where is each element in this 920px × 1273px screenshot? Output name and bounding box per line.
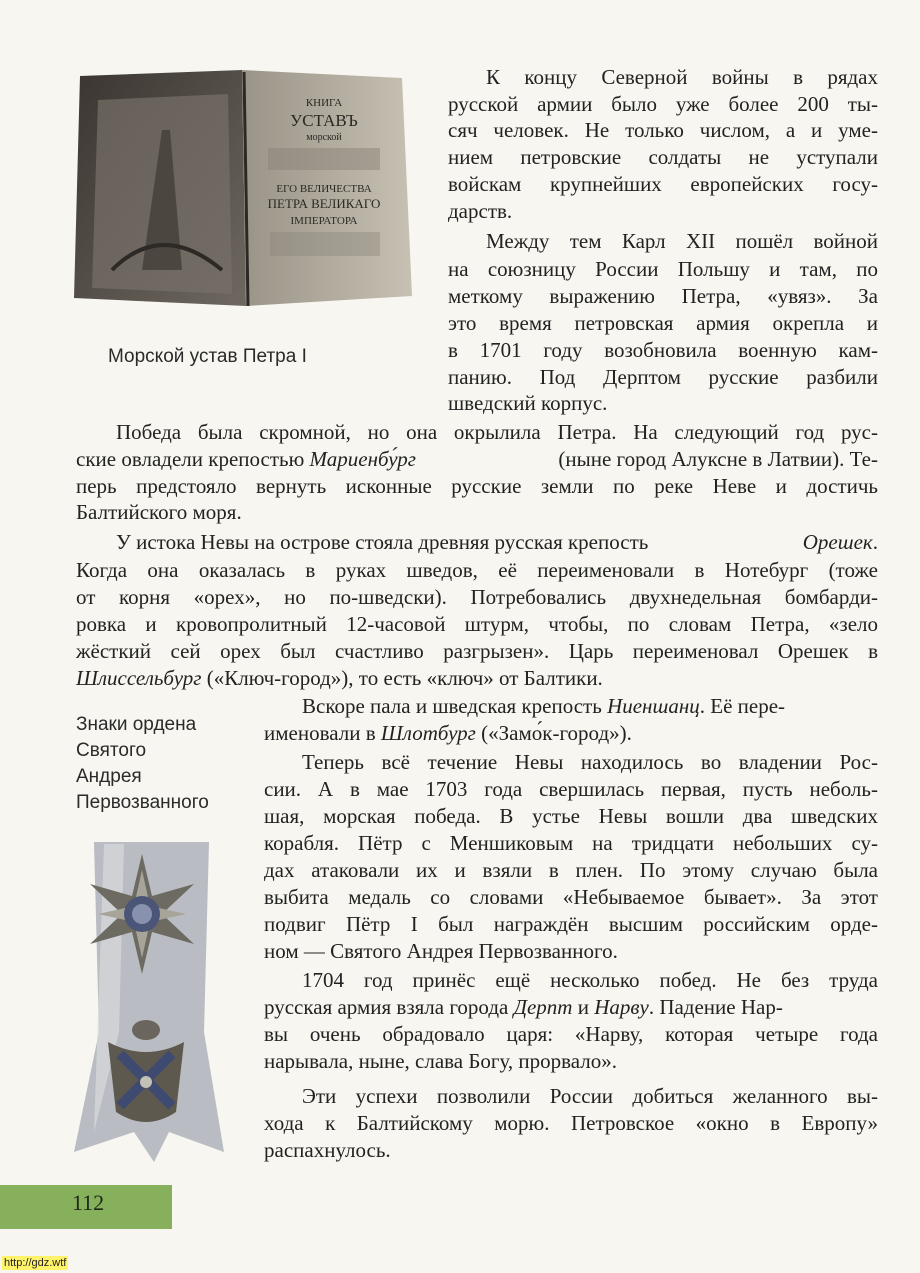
book-title-line: ЕГО ВЕЛИЧЕСТВА <box>276 183 372 195</box>
text-line: перь предстояло вернуть исконные русские земли по реке Неве и достичь <box>76 474 878 498</box>
text-line: нием петровские солдаты не уступали <box>448 145 878 169</box>
text-line <box>76 665 878 691</box>
text-line: ские овладели крепостью Мариенбу́рг (ныне город Алуксне в Латвии). Те- <box>76 447 878 471</box>
order-of-saint-andrew-photo <box>74 832 224 1162</box>
text-line: дах атаковали их и взяли в плен. По этому случаю была <box>264 858 878 882</box>
text-line: выбита медаль со словами «Небываемое бывает». За этот <box>264 885 878 909</box>
text-line: меткому выражению Петра, «увяз». За <box>448 284 878 308</box>
place-name: Шлиссельбург <box>76 666 202 690</box>
text-line: Вскоре пала и шведская крепость Ниеншанц. Её пере- <box>302 694 786 718</box>
book-title-line: КНИГА <box>305 97 343 109</box>
text-line: К концу Северной войны в рядах <box>486 65 878 89</box>
caption-line: Первозванного <box>76 792 209 813</box>
text-line: ном — Святого Андрея Первозванного. <box>264 939 618 963</box>
text-line: дарств. <box>448 199 513 223</box>
text-line: распахнулось. <box>264 1138 391 1162</box>
text-line: жёсткий сей орех был счастливо разгрызен». Царь переименовал Орешек в <box>76 639 878 663</box>
text-line: подвиг Пётр I был награждён высшим российским орде- <box>264 912 878 936</box>
place-name: Нарву <box>594 995 649 1019</box>
text-line: У истока Невы на острове стояла древняя русская крепость Орешек. <box>116 530 878 554</box>
text-line: Эти успехи позволили России добиться желанного вы- <box>302 1084 878 1108</box>
text-line: русской армии было уже более 200 ты- <box>448 92 878 116</box>
book-title-line: УСТАВЪ <box>290 111 358 130</box>
text-line: сяч человек. Не только числом, а и уме- <box>448 118 878 142</box>
watermark-link[interactable]: http://gdz.wtf <box>4 1257 67 1269</box>
place-name: Шлотбург <box>380 721 476 745</box>
text-line: сии. А в мае 1703 года свершилась первая, пусть неболь- <box>264 777 878 801</box>
caption-line: Святого <box>76 740 147 761</box>
text-line: панию. Под Дерптом русские разбили <box>448 365 878 389</box>
text-line: шведский корпус. <box>448 391 608 415</box>
text-line: именовали в Шлотбург («Замо́к-город»). <box>264 721 632 745</box>
text-line: русская армия взяла города Дерпт и Нарву. Падение Нар- <box>264 995 783 1019</box>
page-number: 112 <box>72 1190 105 1215</box>
place-name: Мариенбу́рг <box>309 447 417 471</box>
text-line: нарывала, ныне, слава Богу, прорвало». <box>264 1049 618 1073</box>
text-line: Победа была скромной, но она окрылила Петра. На следующий год рус- <box>116 420 878 444</box>
caption-line: Знаки ордена <box>76 714 197 735</box>
book-title-line: ПЕТРА ВЕЛИКАГО <box>267 196 381 211</box>
place-name: Дерпт <box>513 995 573 1019</box>
text-line: от корня «орех», но по-шведски). Потребовались двухнедельная бомбарди- <box>76 585 878 609</box>
text-line: шая, морская победа. В устье Невы вошли два шведских <box>264 804 878 828</box>
text-line: ровка и кровопролитный 12-часовой штурм, чтобы, по словам Петра, «зело <box>76 612 878 636</box>
text-line: вы очень обрадовало царя: «Нарву, которая четыре года <box>264 1022 878 1046</box>
text-line: Теперь всё течение Невы находилось во владении Рос- <box>302 750 878 774</box>
text-line: на союзницу России Польшу и там, по <box>448 257 878 281</box>
book-title-line: морской <box>306 132 342 143</box>
text-line: 1704 год принёс ещё несколько побед. Не без труда <box>302 968 878 992</box>
place-name: Орешек <box>802 530 873 554</box>
text-line: Между тем Карл XII пошёл войной <box>486 229 878 253</box>
text-line: в 1701 году возобновила военную кам- <box>448 338 878 362</box>
text-line: хода к Балтийскому морю. Петровское «окно в Европу» <box>264 1111 878 1135</box>
book-title-line: IМПЕРАТОРА <box>290 215 358 227</box>
text-line: Когда она оказалась в руках шведов, её переименовали в Нотебург (тоже <box>76 558 878 582</box>
text-line: это время петровская армия окрепла и <box>448 311 878 335</box>
order-caption <box>76 712 209 816</box>
book-photo-morskoy-ustav <box>72 70 414 310</box>
text-line: войскам крупнейших европейских госу- <box>448 172 878 196</box>
text-line: корабля. Пётр с Меншиковым на тридцати небольших су- <box>264 831 878 855</box>
book-caption: Морской устав Петра I <box>108 346 307 367</box>
text-line: Балтийского моря. <box>76 500 242 524</box>
place-name: Ниеншанц <box>607 694 700 718</box>
caption-line: Андрея <box>76 766 142 787</box>
text-fragment: («Ключ-город»), то есть «ключ» от Балтики. <box>201 666 603 690</box>
